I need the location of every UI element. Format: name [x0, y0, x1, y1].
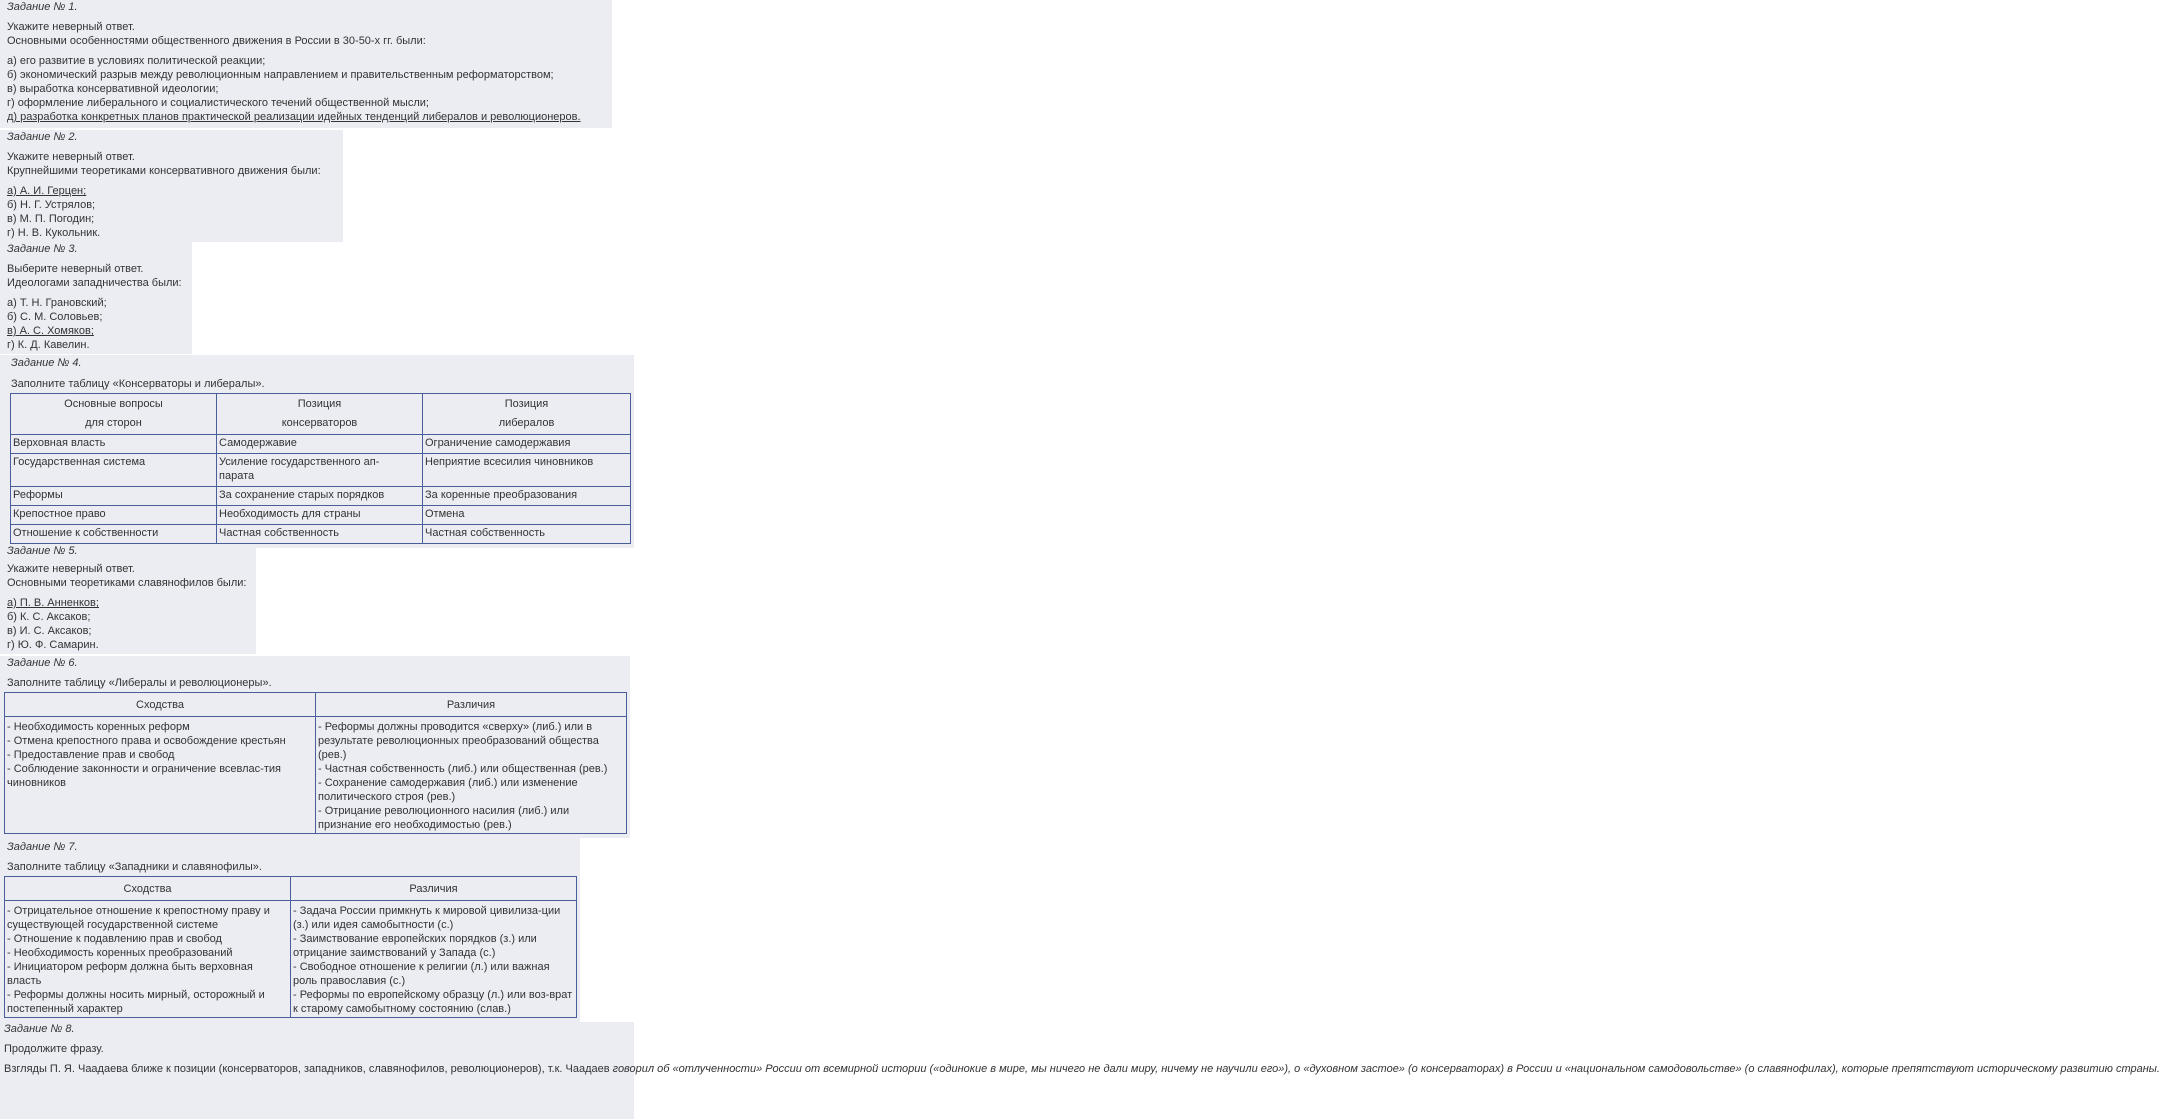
task-8-instruction: Продолжите фразу.: [4, 1043, 104, 1055]
task-2-option-b: б) Н. Г. Устрялов;: [7, 199, 96, 211]
task-5-option-a: а) П. В. Анненков;: [7, 597, 99, 609]
list-item: - Задача России примкнуть к мировой цивилиза-ции (з.) или идея самобытности (с.): [293, 905, 561, 931]
task-8: [0, 1022, 2160, 1119]
task-1: [0, 0, 612, 128]
header-liberals: Позиция либералов: [423, 394, 631, 435]
task-3-title: Задание № 3.: [7, 243, 78, 255]
task-7-title: Задание № 7.: [7, 841, 78, 853]
list-item: - Отрицание революционного насилия (либ.) или признание его необходимостью (рев.): [318, 805, 570, 831]
table-cell: Отмена: [423, 506, 631, 525]
task-3-instruction: Выберите неверный ответ.: [7, 263, 144, 275]
task-5-option-d: г) Ю. Ф. Самарин.: [7, 639, 99, 651]
list-item: - Отмена крепостного права и освобождение крестьян: [7, 735, 286, 747]
table-cell: Отношение к собственности: [11, 525, 217, 544]
header-conservatives: Позиция консерваторов: [217, 394, 423, 435]
task-4-instruction: Заполните таблицу «Консерваторы и либералы».: [11, 378, 265, 390]
task-8-text: Взгляды П. Я. Чаадаева ближе к позиции (консерваторов, западников, славянофилов, революционеров), т.к. Чаадаев: [4, 1063, 613, 1075]
task-1-title: Задание № 1.: [7, 1, 78, 13]
header-similarities: Сходства: [5, 693, 316, 717]
task-1-instruction: Укажите неверный ответ.: [7, 21, 135, 33]
differences-cell: [316, 717, 627, 834]
task-2-option-c: в) М. П. Погодин;: [7, 213, 95, 225]
task-2-option-d: г) Н. В. Кукольник.: [7, 227, 101, 239]
header-differences: Различия: [291, 877, 577, 901]
table-header-row: [5, 693, 627, 717]
task-3: [0, 242, 192, 354]
table-header-row: [5, 877, 577, 901]
list-item: - Частная собственность (либ.) или общественная (рев.): [318, 763, 608, 775]
table-cell: Неприятие всесилия чиновников: [423, 454, 631, 487]
table-row: [11, 454, 631, 487]
list-item: - Реформы должны проводится «сверху» (либ.) или в результате революционных преобразований общества (рев.): [318, 721, 599, 761]
list-item: - Отрицательное отношение к крепостному праву и существующей государственной системе: [7, 905, 270, 931]
task-1-option-b: б) экономический разрыв между революционным направлением и правительственным реформаторством;: [7, 69, 554, 81]
table-cell: Частная собственность: [217, 525, 423, 544]
task-6-title: Задание № 6.: [7, 657, 78, 669]
table-header-row: [11, 394, 631, 435]
task-8-title: Задание № 8.: [4, 1023, 75, 1035]
similarities-cell: [5, 717, 316, 834]
task-1-option-d: г) оформление либерального и социалистического течений общественной мысли;: [7, 97, 429, 109]
table-cell: Верховная власть: [11, 435, 217, 454]
task-7-instruction: Заполните таблицу «Западники и славянофилы».: [7, 861, 262, 873]
task-7: [0, 838, 580, 1022]
table-cell: Усиление государственного ап-парата: [217, 454, 423, 487]
list-item: - Реформы по европейскому образцу (л.) или воз-врат к старому самобытному состоянию (слав.): [293, 989, 573, 1015]
list-item: - Необходимость коренных преобразований: [7, 947, 233, 959]
task-4-title: Задание № 4.: [11, 357, 82, 369]
similarities-cell: [5, 901, 291, 1018]
task-2-instruction: Укажите неверный ответ.: [7, 151, 135, 163]
list-item: - Отношение к подавлению прав и свобод: [7, 933, 222, 945]
table-row: [11, 525, 631, 544]
table-cell: Частная собственность: [423, 525, 631, 544]
westerners-slavophiles-table: [4, 876, 577, 1018]
list-item: - Заимствование европейских порядков (з.) или отрицание заимствований у Запада (с.): [293, 933, 537, 959]
table-cell: Необходимость для страны: [217, 506, 423, 525]
list-item: - Реформы должны носить мирный, осторожный и постепенный характер: [7, 989, 265, 1015]
table-cell: За сохранение старых порядков: [217, 487, 423, 506]
table-cell: Ограничение самодержавия: [423, 435, 631, 454]
task-3-option-c: в) А. С. Хомяков;: [7, 325, 94, 337]
task-8-paragraph: [4, 1062, 2160, 1076]
header-differences: Различия: [316, 693, 627, 717]
task-2-question: Крупнейшими теоретиками консервативного движения были:: [7, 165, 321, 177]
table-row: [5, 901, 577, 1018]
conservatives-liberals-table: [10, 393, 631, 544]
header-issues: Основные вопросы для сторон: [11, 394, 217, 435]
task-3-option-b: б) С. М. Соловьев;: [7, 311, 103, 323]
task-5-question: Основными теоретиками славянофилов были:: [7, 577, 247, 589]
list-item: - Необходимость коренных реформ: [7, 721, 190, 733]
task-1-option-e: д) разработка конкретных планов практической реализации идейных тенденций либералов и революционеров.: [7, 111, 581, 123]
task-3-option-a: а) Т. Н. Грановский;: [7, 297, 107, 309]
table-cell: Реформы: [11, 487, 217, 506]
task-2-title: Задание № 2.: [7, 131, 78, 143]
task-5-title: Задание № 5.: [7, 545, 78, 557]
task-5: [0, 545, 256, 654]
table-cell: За коренные преобразования: [423, 487, 631, 506]
table-cell: Крепостное право: [11, 506, 217, 525]
list-item: - Свободное отношение к религии (л.) или важная роль православия (с.): [293, 961, 550, 987]
list-item: - Соблюдение законности и ограничение всевлас-тия чиновников: [7, 763, 281, 789]
table-row: [11, 506, 631, 525]
header-similarities: Сходства: [5, 877, 291, 901]
task-3-option-d: г) К. Д. Кавелин.: [7, 339, 90, 351]
task-5-option-b: б) К. С. Аксаков;: [7, 611, 91, 623]
task-1-question: Основными особенностями общественного движения в России в 30-50-х гг. были:: [7, 35, 426, 47]
task-1-option-a: а) его развитие в условиях политической реакции;: [7, 55, 266, 67]
task-2: [0, 130, 343, 242]
table-cell: Государственная система: [11, 454, 217, 487]
task-5-instruction: Укажите неверный ответ.: [7, 563, 135, 575]
table-cell: Самодержавие: [217, 435, 423, 454]
task-3-question: Идеологами западничества были:: [7, 277, 182, 289]
list-item: - Предоставление прав и свобод: [7, 749, 175, 761]
table-row: [11, 435, 631, 454]
table-row: [5, 717, 627, 834]
table-row: [11, 487, 631, 506]
task-2-option-a: а) А. И. Герцен;: [7, 185, 87, 197]
task-8-italic-text: говорил об «отлученности» России от всемирной истории («одинокие в мире, мы ничего не дали миру, ничему не научили его»), о «духовном застое» (о консерваторах) в России и «национальном самодовольстве» (о славянофилах), которые препятствуют историческому развитию страны.: [612, 1063, 2160, 1075]
task-1-option-c: в) выработка консервативной идеологии;: [7, 83, 219, 95]
task-4: [0, 355, 634, 548]
task-5-option-c: в) И. С. Аксаков;: [7, 625, 92, 637]
task-6: [0, 656, 630, 838]
liberals-revolutionaries-table: [4, 692, 627, 834]
differences-cell: [291, 901, 577, 1018]
task-6-instruction: Заполните таблицу «Либералы и революционеры».: [7, 677, 272, 689]
list-item: - Инициатором реформ должна быть верховная власть: [7, 961, 253, 987]
list-item: - Сохранение самодержавия (либ.) или изменение политического строя (рев.): [318, 777, 578, 803]
